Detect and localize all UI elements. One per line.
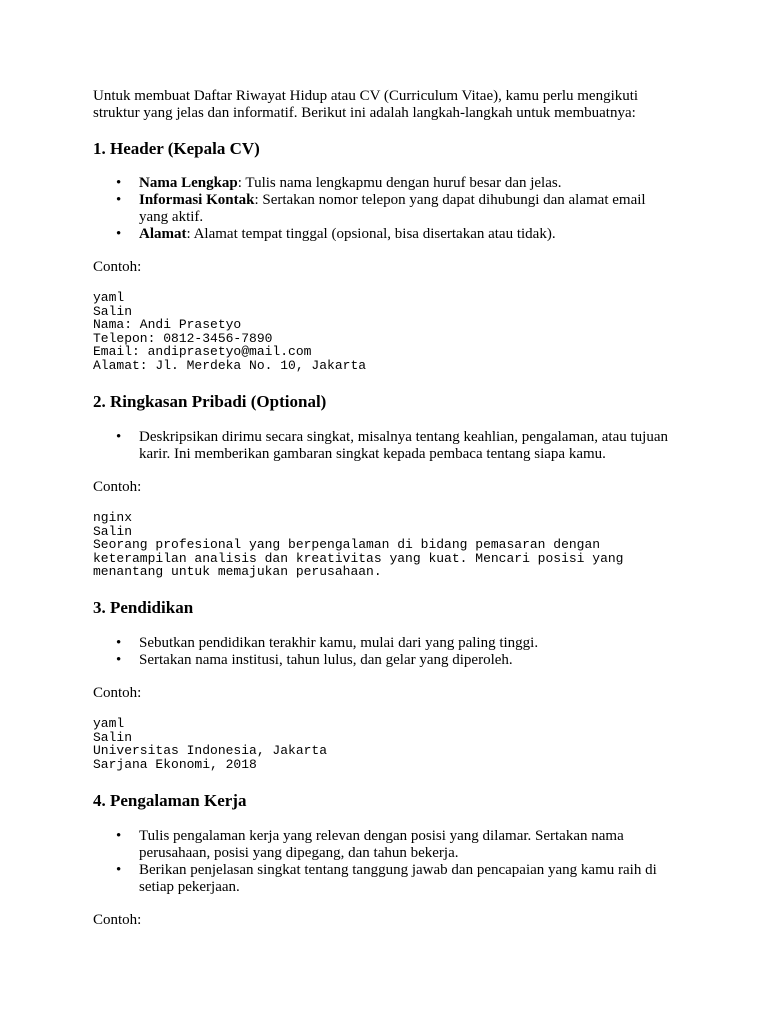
section-summary-list <box>93 429 675 463</box>
code-block-header <box>93 291 675 373</box>
list-item: • Alamat: Alamat tempat tinggal (opsional, bisa disertakan atau tidak). <box>139 226 675 243</box>
code-line: Alamat: Jl. Merdeka No. 10, Jakarta <box>93 357 367 373</box>
code-line: menantang untuk memajukan perusahaan. <box>93 564 382 580</box>
code-block-summary <box>93 511 675 579</box>
list-item: • Tulis pengalaman kerja yang relevan dengan posisi yang dilamar. Sertakan nama perusahaan, posisi yang dipegang, dan tahun bekerja. <box>139 828 675 862</box>
section-header-list <box>93 175 675 243</box>
code-line: Telepon: 0812-3456-7890 <box>93 330 273 346</box>
code-language-label: nginx <box>93 510 133 525</box>
code-block-education <box>93 717 675 771</box>
code-line: Sarjana Ekonomi, 2018 <box>93 756 257 772</box>
copy-button[interactable]: Salin <box>93 303 133 319</box>
example-label: Contoh: <box>93 259 142 275</box>
code-line: keterampilan analisis dan kreativitas yang kuat. Mencari posisi yang <box>93 550 624 566</box>
list-item: • Sebutkan pendidikan terakhir kamu, mulai dari yang paling tinggi. <box>139 635 675 652</box>
code-line: Seorang profesional yang berpengalaman di bidang pemasaran dengan <box>93 537 601 553</box>
intro-paragraph: Untuk membuat Daftar Riwayat Hidup atau CV (Curriculum Vitae), kamu perlu mengikuti struktur yang jelas dan informatif. Berikut ini adalah langkah-langkah untuk membuatnya: <box>93 88 639 121</box>
list-item: • Deskripsikan dirimu secara singkat, misalnya tentang keahlian, pengalaman, atau tujuan karir. Ini memberikan gambaran singkat kepada pembaca tentang siapa kamu. <box>139 429 675 463</box>
section-education-list <box>93 635 675 669</box>
code-line: Email: andiprasetyo@mail.com <box>93 344 312 360</box>
list-item: • Nama Lengkap: Tulis nama lengkapmu dengan huruf besar dan jelas. <box>139 175 675 192</box>
section-title-education: 3. Pendidikan <box>93 598 194 617</box>
code-line: Universitas Indonesia, Jakarta <box>93 743 328 759</box>
list-item: • Berikan penjelasan singkat tentang tanggung jawab dan pencapaian yang kamu raih di setiap pekerjaan. <box>139 862 675 896</box>
code-language-label: yaml <box>93 290 125 305</box>
code-language-label: yaml <box>93 716 125 731</box>
copy-button[interactable]: Salin <box>93 729 133 745</box>
section-title-experience: 4. Pengalaman Kerja <box>93 791 247 810</box>
section-experience-list <box>93 828 675 896</box>
copy-button[interactable]: Salin <box>93 523 133 539</box>
example-label: Contoh: <box>93 479 142 495</box>
list-item: • Informasi Kontak: Sertakan nomor telepon yang dapat dihubungi dan alamat email yang aktif. <box>139 192 675 226</box>
example-label: Contoh: <box>93 912 142 928</box>
section-title-header: 1. Header (Kepala CV) <box>93 139 260 158</box>
example-label: Contoh: <box>93 685 142 701</box>
code-line: Nama: Andi Prasetyo <box>93 317 242 333</box>
section-title-summary: 2. Ringkasan Pribadi (Optional) <box>93 392 327 411</box>
list-item: • Sertakan nama institusi, tahun lulus, dan gelar yang diperoleh. <box>139 652 675 669</box>
